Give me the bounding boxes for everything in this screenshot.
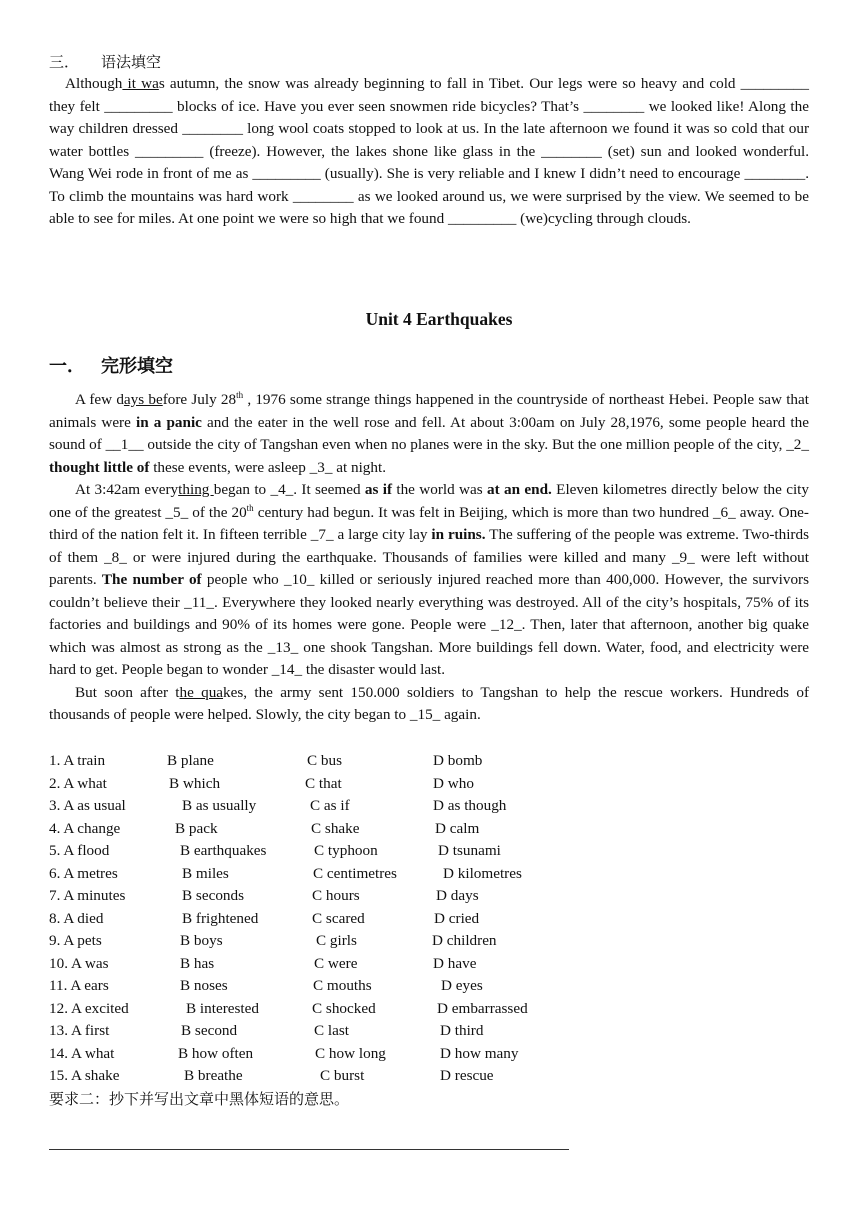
option-choice: 13. A first [49,1022,110,1039]
grammar-fill-passage [49,73,809,231]
text-run: Eleven kilometres directly below the city one of the greatest _5_ of the 20 [49,481,809,521]
option-choice: C that [305,774,342,792]
option-choice: C how long [315,1044,386,1062]
text-run: fore July 28 [162,391,237,408]
answer-line [49,1149,569,1150]
option-choice: 11. A ears [49,977,109,994]
text-run: , 1976 some strange things happened in the countryside of northeast Hebei. People saw that animals were [49,391,809,431]
text-run: began to _4_. It seemed [213,481,365,498]
cloze-paragraph-3 [49,682,809,727]
text-run: s autumn, the snow was already beginning to fall in Tibet. Our legs were so heavy and cold _________ they felt _________ blocks of ice. Have you ever seen snowmen ride bicycles? That’s ________ we looked like! Along the way children dressed ________ long wool coats stopped to look at us. In the late afternoon we found it was so cold that our water bottles _________ (freeze). However, the lakes shone like glass in the ________ (set) sun and looked wonderful. Wang Wei rode in front of me as _________ (usually). She is very reliable and I knew I didn’t need to encourage ________. To climb the mountains was hard work ________ as we looked around us, we were surprised by the view. We seemed to be able to see for miles. At one point we were so high that we found _________ (we)cycling through clouds. [49,75,809,227]
option-choice: 4. A change [49,819,121,837]
option-choice: 9. A pets [49,932,102,949]
option-choice: 14. A what [49,1044,115,1062]
option-choice: C burst [320,1067,365,1084]
text-run: The suffering of the people was extreme. Two-thirds of them _8_ or were injured during the earthquake. Thousands of families were killed and many _9_ were left without parents. [49,526,809,588]
option-choice: 6. A metres [49,864,118,882]
text-run: people who _10_ killed or seriously injured reached more than 400,000. However, the survivors couldn’t believe their _11_. Everywhere they looked nearly everything was destroyed. All of the city’s hospitals, 75% of its factories and buildings and 90% of its homes were gone. People were _12_. Then, later that afternoon, another big quake which was almost as strong as the _13_ one shook Tangshan. More buildings fell down. Water, food, and electricity were hard to get. People began to wonder _14_ the disaster would last. [49,571,810,678]
ordinal-suffix: th [236,389,244,400]
option-choice: B as usually [182,797,257,814]
option-choice: B second [181,1022,238,1039]
option-choice: 7. A minutes [49,887,126,904]
option-choice: B boys [180,932,223,949]
unit-title: Unit 4 Earthquakes [365,309,513,329]
option-choice: D calm [435,819,480,837]
option-choice: C scared [312,909,365,927]
text-run: Although [65,75,123,92]
option-choice: C were [314,954,358,972]
text-run: these events, were asleep _3_ at night. [149,458,386,476]
section-3-title: 语法填空 [101,55,162,71]
option-choice: B noses [180,977,228,994]
option-choice: C shocked [312,999,376,1017]
requirement-two: 要求二：抄下并写出文章中黑体短语的意思。 [49,1090,350,1108]
bold-phrase: as if [364,481,393,498]
option-choice: D have [433,954,477,972]
option-choice: 8. A died [49,909,104,927]
option-choice: D days [436,887,479,904]
option-choice: D third [440,1022,484,1039]
option-choice: C girls [316,932,357,949]
option-choice: D how many [440,1044,519,1062]
text-run: kes, the army sent 150.000 soldiers to Tangshan to help the rescue workers. Hundreds of thousands of people were helped. Slowly, the city began to _15_ again. [49,683,810,723]
option-choice: D kilometres [443,864,522,882]
bold-phrase: at an end. [487,481,552,498]
text-run: At 3:42am every [75,481,179,498]
text-run: and the eater in the well rose and fell. At about 3:00am on July 28,1976, some people heard the sound of __1__ outside the city of Tangshan even when no planes were in the sky. But the one million people of the city, _2_ [49,413,809,453]
option-choice: C centimetres [313,864,397,882]
option-choice: D rescue [440,1067,494,1084]
option-choice: 12. A excited [49,999,129,1017]
option-choice: C last [314,1022,350,1039]
option-choice: B pack [175,819,218,837]
section-1-title: 完形填空 [101,356,173,377]
option-choice: B breathe [184,1067,243,1084]
bold-phrase: in a panic [135,413,202,431]
section-3-number: 三． [49,55,80,71]
grammar-paragraph [49,73,809,231]
bold-phrase: in ruins. [431,526,486,543]
option-choice: D embarrassed [437,999,528,1017]
option-choice: B how often [178,1044,254,1062]
option-choice: B earthquakes [180,842,267,859]
option-choice: D children [432,932,497,949]
text-run: thing [178,481,214,498]
option-choice: 10. A was [49,954,109,972]
text-run: it wa [122,75,159,92]
option-choice: 3. A as usual [49,797,126,814]
option-choice: D bomb [433,752,483,769]
option-choice: D who [433,774,474,792]
text-run: A few d [75,391,124,408]
cloze-paragraph-1 [49,389,809,479]
option-choice: B which [169,774,221,792]
text-run: But soon after t [75,683,180,701]
option-choice: B plane [167,752,214,769]
bold-phrase: The number of [101,571,202,588]
option-choice: C typhoon [314,842,378,859]
option-choice: D as though [433,797,507,814]
option-choice: C hours [312,887,360,904]
option-choice: C shake [311,819,360,837]
cloze-paragraph-2 [49,479,809,682]
option-choice: 15. A shake [49,1067,120,1084]
section-1-heading [49,352,173,378]
option-choice: B seconds [182,887,245,904]
option-choice: B interested [186,999,259,1017]
option-choice: B frightened [182,909,259,927]
option-choice: 2. A what [49,774,107,792]
option-choice: B miles [182,864,229,882]
bold-phrase: thought little of [49,458,150,476]
option-choice: C bus [307,752,343,769]
option-choice: D cried [434,909,480,927]
option-choice: C mouths [313,977,372,994]
text-run: century had begun. It was felt in Beijing, which is more than two hundred _6_ away. One-third of the nation felt it. In fifteen terrible _7_ a large city lay [49,503,809,543]
option-choice: D eyes [441,977,483,994]
option-choice: 5. A flood [49,842,110,859]
option-choice: 1. A train [49,752,106,769]
section-3-heading [49,51,161,72]
text-run: the world was [392,481,488,498]
option-choice: D tsunami [438,842,501,859]
ordinal-suffix: th [246,502,254,513]
option-choice: C as if [310,797,350,814]
option-choice: B has [180,954,215,972]
section-1-number: 一． [49,356,85,377]
text-run: ays be [123,391,163,408]
text-run: he qua [179,683,224,701]
cloze-passage [49,389,809,727]
